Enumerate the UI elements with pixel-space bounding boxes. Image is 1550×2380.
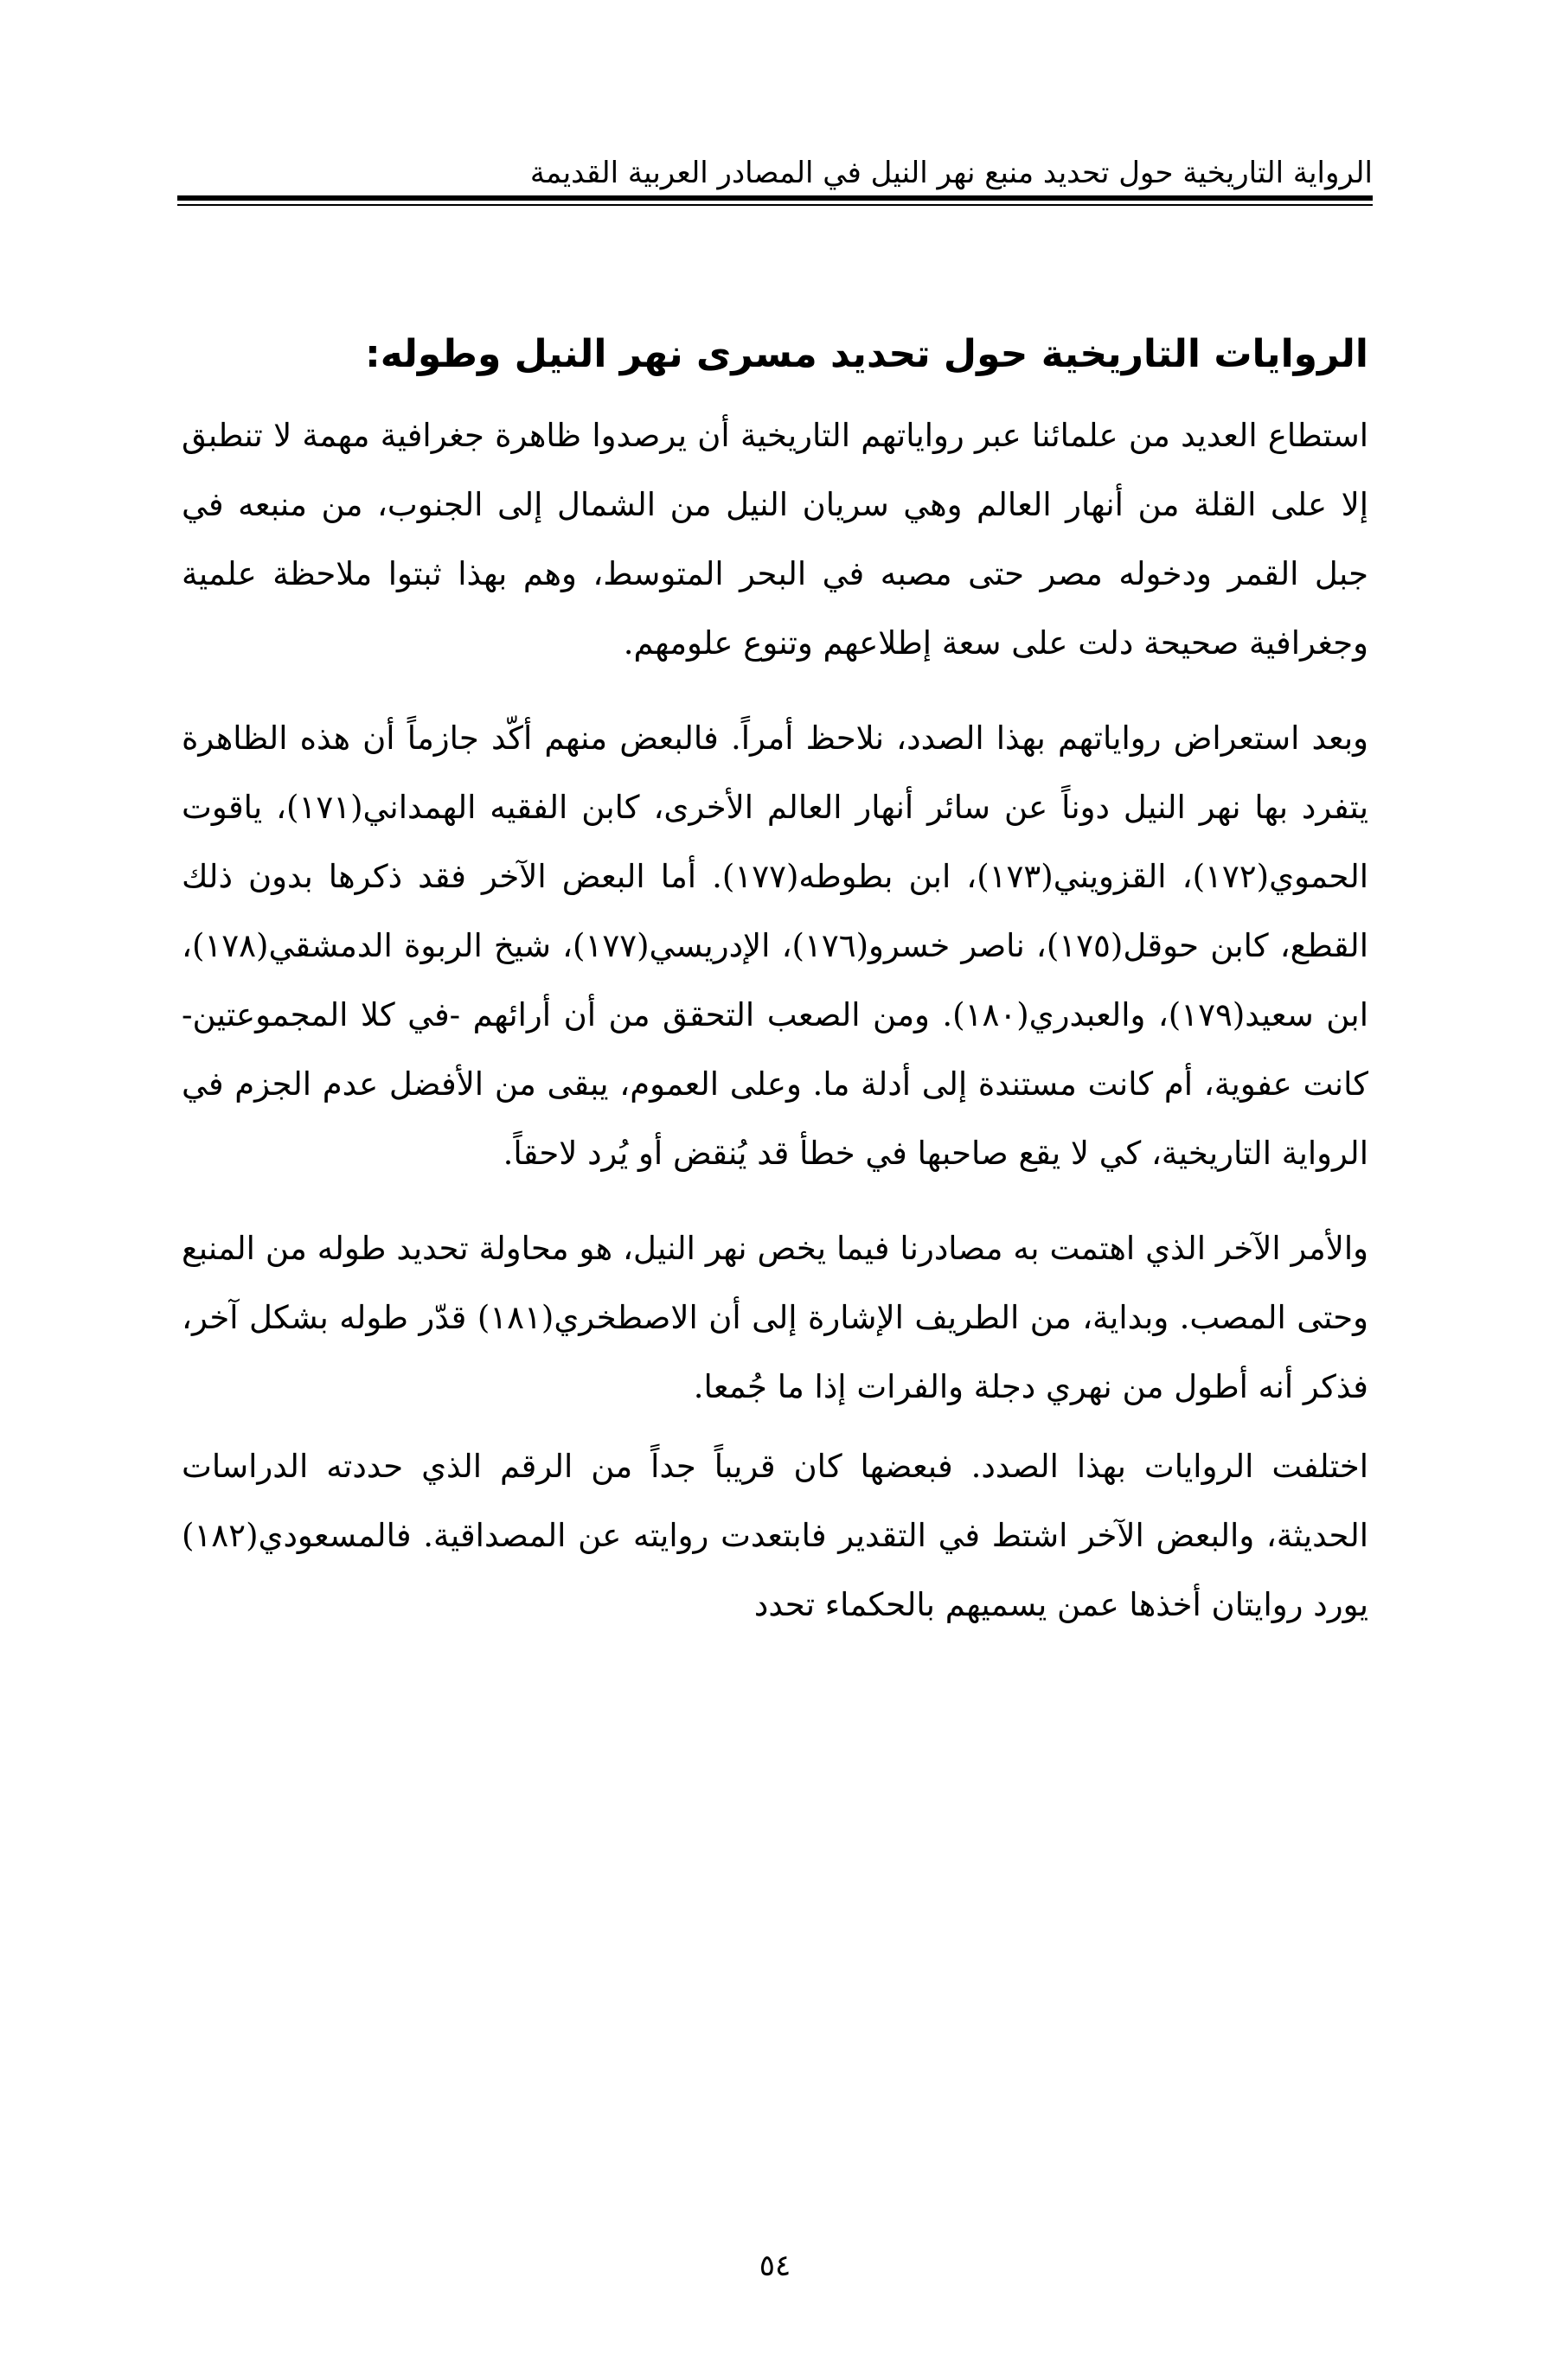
header-rule bbox=[177, 195, 1373, 201]
page-number: ٥٤ bbox=[759, 2249, 791, 2283]
paragraph-2: وبعد استعراض رواياتهم بهذا الصدد، نلاحظ أمراً. فالبعض منهم أكّد جازماً أن هذه الظاهرة يتفرد بها نهر النيل دوناً عن سائر أنهار العالم الأخرى، كابن الفقيه الهمداني(١٧١)، ياقوت الحموي(١٧٢)، القزويني(١٧٣)، ابن بطوطه(١٧٧). أما البعض الآخر فقد ذكرها بدون ذلك القطع، كابن حوقل(١٧٥)، ناصر خسرو(١٧٦)، الإدريسي(١٧٧)، شيخ الربوة الدمشقي(١٧٨)، ابن سعيد(١٧٩)، والعبدري(١٨٠). ومن الصعب التحقق من أن أرائهم -في كلا المجموعتين- كانت عفوية، أم كانت مستندة إلى أدلة ما. وعلى العموم، يبقى من الأفضل عدم الجزم في الرواية التاريخية، كي لا يقع صاحبها في خطأ قد يُنقض أو يُرد لاحقاً. bbox=[182, 720, 1369, 1172]
running-header: الرواية التاريخية حول تحديد منبع نهر النيل في المصادر العربية القديمة bbox=[529, 156, 1373, 190]
section-title: الروايات التاريخية حول تحديد مسرى نهر النيل وطوله: bbox=[365, 332, 1368, 376]
paragraph-4: اختلفت الروايات بهذا الصدد. فبعضها كان قريباً جداً من الرقم الذي حددته الدراسات الحديثة، والبعض الآخر اشتط في التقدير فابتعدت روايته عن المصداقية. فالمسعودي(١٨٢) يورد روايتان أخذها عمن يسميهم بالحكماء تحدد bbox=[182, 1448, 1368, 1623]
page-body bbox=[182, 320, 1368, 1666]
paragraph-1: استطاع العديد من علمائنا عبر رواياتهم التاريخية أن يرصدوا ظاهرة جغرافية مهمة لا تنطبق إلا على القلة من أنهار العالم وهي سريان النيل من الشمال إلى الجنوب، من منبعه في جبل القمر ودخوله مصر حتى مصبه في البحر المتوسط، وهم بهذا ثبتوا ملاحظة علمية وجغرافية صحيحة دلت على سعة إطلاعهم وتنوع علومهم. bbox=[182, 417, 1368, 662]
paragraph-3: والأمر الآخر الذي اهتمت به مصادرنا فيما يخص نهر النيل، هو محاولة تحديد طوله من المنبع وحتى المصب. وبداية، من الطريف الإشارة إلى أن الاصطخري(١٨١) قدّر طوله بشكل آخر، فذكر أنه أطول من نهري دجلة والفرات إذا ما جُمعا. bbox=[182, 1230, 1369, 1405]
header-rule-secondary bbox=[177, 204, 1373, 206]
